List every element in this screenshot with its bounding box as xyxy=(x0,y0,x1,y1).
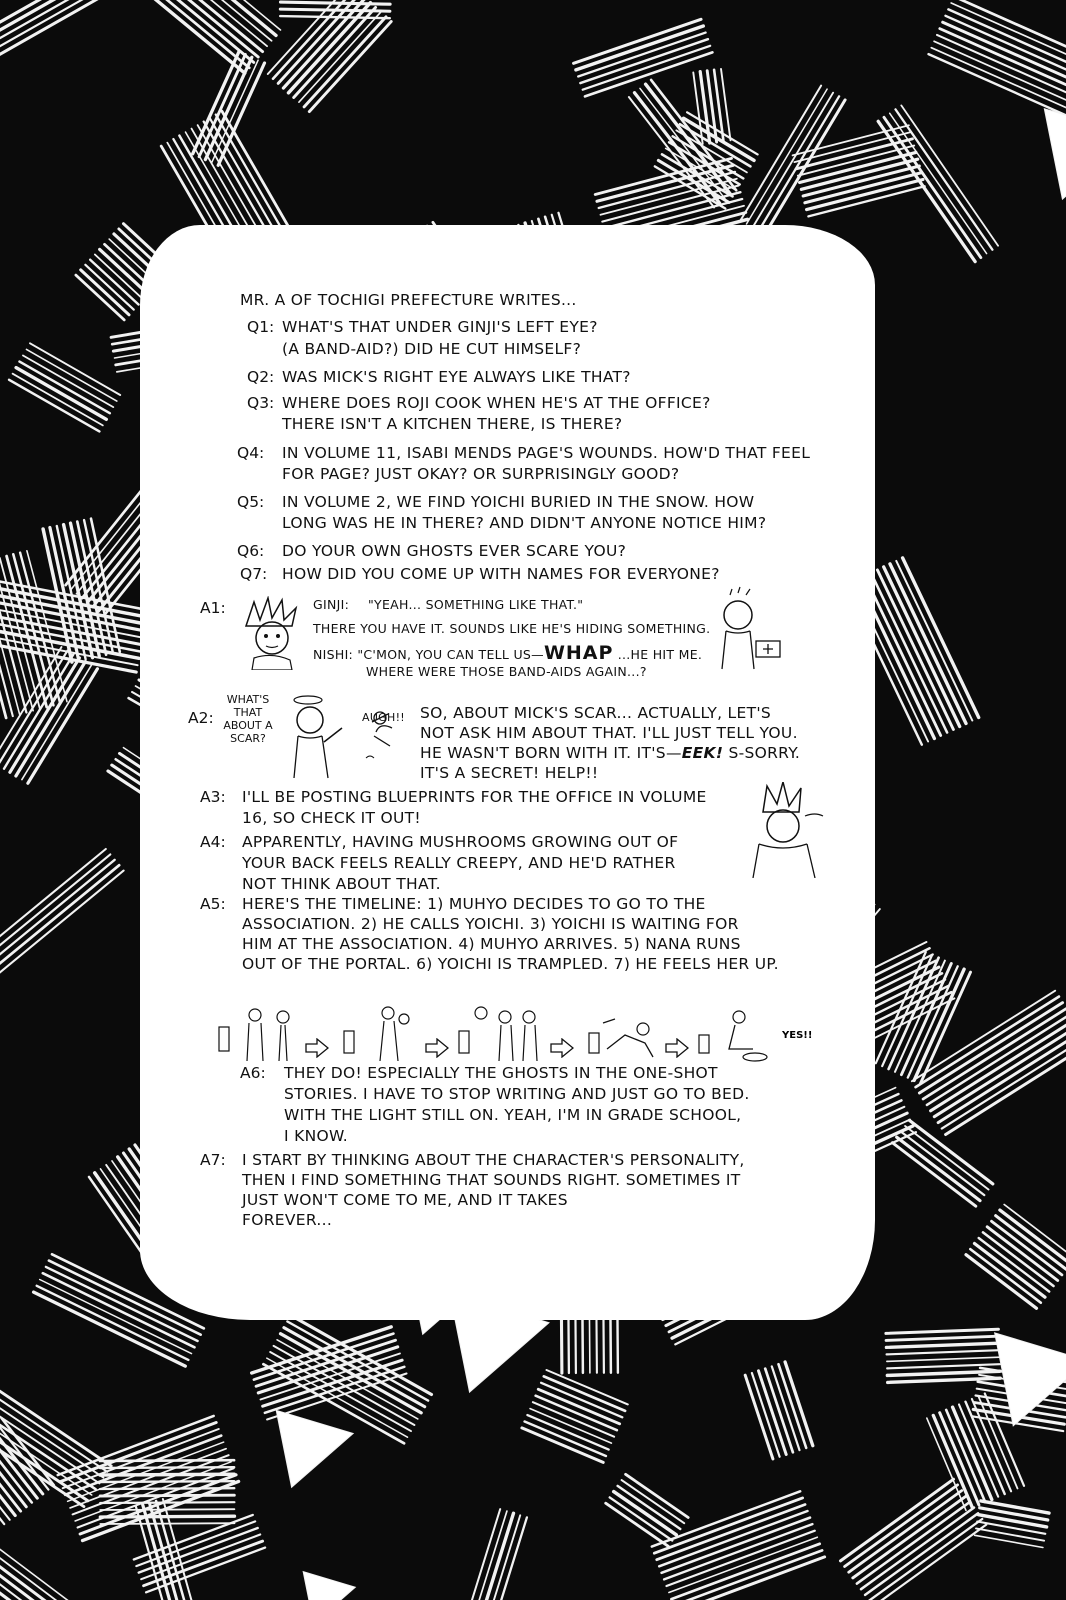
a2-bubble-line: SCAR? xyxy=(230,732,266,745)
timeline-step-5 xyxy=(695,1005,775,1065)
a3-line-2: 16, SO CHECK IT OUT! xyxy=(242,809,421,827)
q2-line-1: WAS MICK'S RIGHT EYE ALWAYS LIKE THAT? xyxy=(282,368,631,386)
q5-line-2: LONG WAS HE IN THERE? AND DIDN'T ANYONE NOTICE HIM? xyxy=(282,514,767,532)
nishi-sketch xyxy=(712,585,784,673)
q4-line-1: IN VOLUME 11, ISABI MENDS PAGE'S WOUNDS. HOW'D THAT FEEL xyxy=(282,444,811,462)
q7-line-1: HOW DID YOU COME UP WITH NAMES FOR EVERYONE? xyxy=(282,565,720,583)
a6-line-2: STORIES. I HAVE TO STOP WRITING AND JUST GO TO BED. xyxy=(284,1085,750,1103)
q7-label: Q7: xyxy=(240,565,268,583)
a2-line-3 xyxy=(420,743,800,763)
a1-nishi-line-1 xyxy=(313,644,702,664)
q6-label: Q6: xyxy=(237,542,265,560)
a7-line-4: FOREVER... xyxy=(242,1211,333,1229)
a5-line-4: OUT OF THE PORTAL. 6) YOICHI IS TRAMPLED. 7) HE FEELS HER UP. xyxy=(242,955,779,973)
a5-label: A5: xyxy=(200,895,226,913)
mick-sketch xyxy=(280,692,410,782)
q6-line-1: DO YOUR OWN GHOSTS EVER SCARE YOU? xyxy=(282,542,627,560)
a2-bubble-line: ABOUT A xyxy=(223,719,273,732)
a2-label: A2: xyxy=(188,709,214,727)
a2-line-2: NOT ASK HIM ABOUT THAT. I'LL JUST TELL YOU. xyxy=(420,724,798,742)
timeline-arrow-icon xyxy=(305,1038,329,1058)
a1-nishi-quote-start: "C'MON, YOU CAN TELL US— xyxy=(357,647,544,662)
q3-label: Q3: xyxy=(247,394,275,412)
a5-line-2: ASSOCIATION. 2) HE CALLS YOICHI. 3) YOICHI IS WAITING FOR xyxy=(242,915,739,933)
header-text: MR. A OF TOCHIGI PREFECTURE WRITES... xyxy=(240,291,577,309)
a5-line-3: HIM AT THE ASSOCIATION. 4) MUHYO ARRIVES. 5) NANA RUNS xyxy=(242,935,741,953)
a3-line-1: I'LL BE POSTING BLUEPRINTS FOR THE OFFICE IN VOLUME xyxy=(242,788,707,806)
a1-nishi-line-2: WHERE WERE THOSE BAND-AIDS AGAIN...? xyxy=(366,664,647,679)
muhyo-sketch xyxy=(745,782,835,878)
q1-label: Q1: xyxy=(247,318,275,336)
timeline-arrow-icon xyxy=(665,1038,689,1058)
q1-line-2: (A BAND-AID?) DID HE CUT HIMSELF? xyxy=(282,340,582,358)
a5-line-1: HERE'S THE TIMELINE: 1) MUHYO DECIDES TO GO TO THE xyxy=(242,895,706,913)
a4-line-1: APPARENTLY, HAVING MUSHROOMS GROWING OUT OF xyxy=(242,833,679,851)
q4-line-2: FOR PAGE? JUST OKAY? OR SURPRISINGLY GOOD? xyxy=(282,465,680,483)
a6-line-3: WITH THE LIGHT STILL ON. YEAH, I'M IN GRADE SCHOOL, xyxy=(284,1106,742,1124)
timeline-step-4 xyxy=(585,1005,660,1065)
a7-line-1: I START BY THINKING ABOUT THE CHARACTER'S PERSONALITY, xyxy=(242,1151,745,1169)
a7-line-3: JUST WON'T COME TO ME, AND IT TAKES xyxy=(242,1191,568,1209)
q3-line-1: WHERE DOES ROJI COOK WHEN HE'S AT THE OFFICE? xyxy=(282,394,711,412)
q3-line-2: THERE ISN'T A KITCHEN THERE, IS THERE? xyxy=(282,415,623,433)
a5-yes-sfx: YES!! xyxy=(782,1030,813,1041)
timeline-step-1 xyxy=(215,1005,300,1065)
a7-line-2: THEN I FIND SOMETHING THAT SOUNDS RIGHT. SOMETIMES IT xyxy=(242,1171,741,1189)
timeline-step-3 xyxy=(455,1005,545,1065)
q5-line-1: IN VOLUME 2, WE FIND YOICHI BURIED IN THE SNOW. HOW xyxy=(282,493,755,511)
timeline-arrow-icon xyxy=(550,1038,574,1058)
a4-label: A4: xyxy=(200,833,226,851)
a2-eek: EEK! xyxy=(681,744,724,762)
a4-line-3: NOT THINK ABOUT THAT. xyxy=(242,875,441,893)
q1-line-1: WHAT'S THAT UNDER GINJI'S LEFT EYE? xyxy=(282,318,598,336)
a1-narration: THERE YOU HAVE IT. SOUNDS LIKE HE'S HIDING SOMETHING. xyxy=(313,621,711,636)
a2-bubble-line: THAT xyxy=(233,706,263,719)
a2-speech-bubble xyxy=(220,693,276,745)
a6-line-4: I KNOW. xyxy=(284,1127,349,1145)
a1-ginji-quote: "YEAH... SOMETHING LIKE THAT." xyxy=(368,597,584,612)
a2-line-4: IT'S A SECRET! HELP!! xyxy=(420,764,599,782)
a2-line-1: SO, ABOUT MICK'S SCAR... ACTUALLY, LET'S xyxy=(420,704,772,722)
ginji-sketch xyxy=(236,596,308,670)
a3-label: A3: xyxy=(200,788,226,806)
a1-ginji-speaker: GINJI: xyxy=(313,597,350,612)
a2-line-3-start: HE WASN'T BORN WITH IT. IT'S— xyxy=(420,744,682,762)
timeline-step-2 xyxy=(340,1005,420,1065)
timeline-arrow-icon xyxy=(425,1038,449,1058)
a2-line-3-end: S-SORRY. xyxy=(723,744,801,762)
a1-label: A1: xyxy=(200,599,226,617)
a1-nishi-speaker: NISHI: xyxy=(313,647,354,662)
a6-line-1: THEY DO! ESPECIALLY THE GHOSTS IN THE ONE-SHOT xyxy=(284,1064,718,1082)
a6-label: A6: xyxy=(240,1064,266,1082)
q5-label: Q5: xyxy=(237,493,265,511)
a1-nishi-quote-end: ...HE HIT ME. xyxy=(617,647,703,662)
q2-label: Q2: xyxy=(247,368,275,386)
q4-label: Q4: xyxy=(237,444,265,462)
a4-line-2: YOUR BACK FEELS REALLY CREEPY, AND HE'D RATHER xyxy=(242,854,676,872)
a1-whap-sfx: WHAP xyxy=(543,642,614,664)
a2-bubble-line: WHAT'S xyxy=(226,693,270,706)
a2-augh-sfx: AUGH!! xyxy=(362,711,405,724)
a7-label: A7: xyxy=(200,1151,226,1169)
